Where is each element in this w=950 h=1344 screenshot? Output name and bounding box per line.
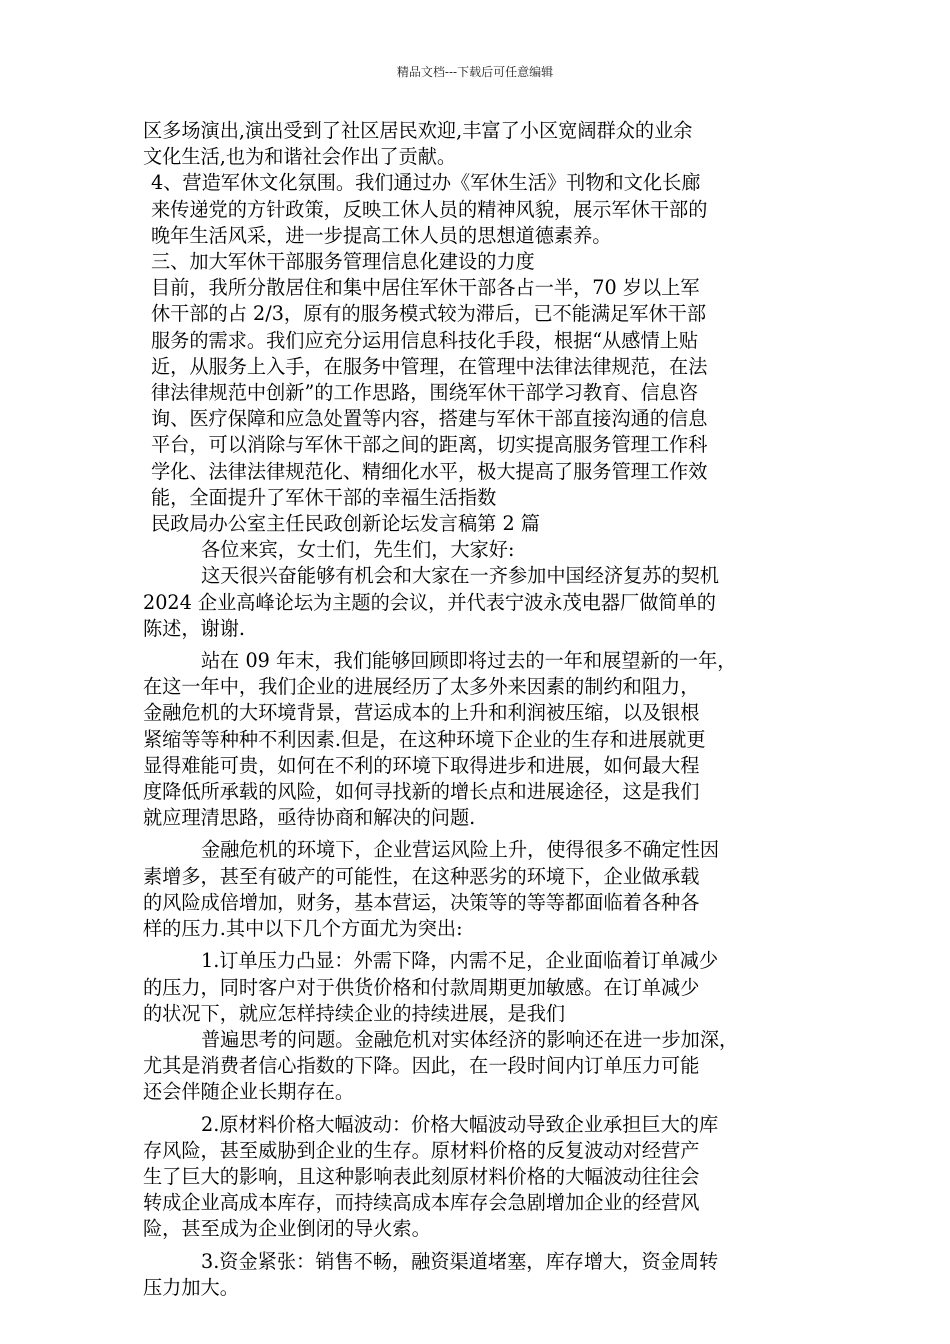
paragraph-line: 各位来宾，女士们，先生们，大家好: <box>201 538 515 562</box>
paragraph-line: 素增多，甚至有破产的可能性，在这种恶劣的环境下，企业做承载 <box>143 864 700 888</box>
paragraph-line: 生了巨大的影响，且这种影响表此刻原材料价格的大幅波动往往会 <box>143 1164 700 1188</box>
paragraph-line: 2.原材料价格大幅波动：价格大幅波动导致企业承担巨大的库 <box>201 1112 719 1136</box>
paragraph-line: 显得难能可贵，如何在不利的环境下取得进步和进展，如何最大程 <box>143 753 700 777</box>
paragraph-line: 2024 企业高峰论坛为主题的会议，并代表宁波永茂电器厂做简单的 <box>143 590 716 614</box>
paragraph-line: 普遍思考的问题。金融危机对实体经济的影响还在进一步加深， <box>201 1027 739 1051</box>
paragraph-line: 1.订单压力凸显：外需下降，内需不足，企业面临着订单减少 <box>201 949 719 973</box>
paragraph-line: 目前，我所分散居住和集中居住军休干部各占一半，70 岁以上军 <box>151 276 700 300</box>
paragraph-line: 民政局办公室主任民政创新论坛发言稿第 2 篇 <box>151 512 540 536</box>
paragraph-line: 险，甚至成为企业倒闭的导火索。 <box>143 1217 431 1241</box>
paragraph-line: 陈述，谢谢. <box>143 616 246 640</box>
paragraph-line: 的风险成倍增加，财务，基本营运，决策等的等等都面临着各种各 <box>143 890 700 914</box>
paragraph-line: 的状况下，就应怎样持续企业的持续进展，是我们 <box>143 1001 566 1025</box>
document-body <box>143 118 811 1301</box>
paragraph-line: 休干部的占 2/3，原有的服务模式较为滞后，已不能满足军休干部 <box>151 302 707 326</box>
paragraph-line: 尤其是消费者信心指数的下降。因此，在一段时间内订单压力可能 <box>143 1054 700 1078</box>
paragraph-line: 样的压力.其中以下几个方面尤为突出: <box>143 917 463 941</box>
paragraph-line: 能，全面提升了军休干部的幸福生活指数 <box>151 485 497 509</box>
paragraph-line: 晚年生活风采，进一步提高工休人员的思想道德素养。 <box>151 223 612 247</box>
paragraph-line: 这天很兴奋能够有机会和大家在一齐参加中国经济复苏的契机 <box>201 564 720 588</box>
paragraph-line: 在这一年中，我们企业的进展经历了太多外来因素的制约和阻力， <box>143 675 700 699</box>
paragraph-line: 压力加大。 <box>143 1275 239 1299</box>
paragraph-line: 紧缩等等种种不利因素.但是，在这种环境下企业的生存和进展就更 <box>143 727 706 751</box>
paragraph-line: 的压力，同时客户对于供货价格和付款周期更加敏感。在订单减少 <box>143 975 700 999</box>
paragraph-line: 来传递党的方针政策，反映工休人员的精神风貌，展示军休干部的 <box>151 197 708 221</box>
paragraph-line: 金融危机的环境下，企业营运风险上升，使得很多不确定性因 <box>201 838 720 862</box>
paragraph-line: 律法律规范中创新”的工作思路，围绕军休干部学习教育、信息咨 <box>151 381 699 405</box>
paragraph-line: 三、加大军休干部服务管理信息化建设的力度 <box>151 250 535 274</box>
paragraph-line: 服务的需求。我们应充分运用信息科技化手段，根据“从感情上贴 <box>151 328 699 352</box>
paragraph-line: 学化、法律法律规范化、精细化水平，极大提高了服务管理工作效 <box>151 459 708 483</box>
paragraph-line: 存风险，甚至威胁到企业的生存。原材料价格的反复波动对经营产 <box>143 1138 700 1162</box>
page-header: 精品文档---下载后可任意编辑 <box>396 65 554 79</box>
paragraph-line: 站在 09 年末，我们能够回顾即将过去的一年和展望新的一年， <box>201 649 737 673</box>
paragraph-line: 近，从服务上入手，在服务中管理，在管理中法律法律规范，在法 <box>151 354 708 378</box>
paragraph-line: 3.资金紧张：销售不畅，融资渠道堵塞，库存增大，资金周转 <box>201 1249 719 1273</box>
paragraph-line: 文化生活,也为和谐社会作出了贡献。 <box>143 145 457 169</box>
paragraph-line: 平台，可以消除与军休干部之间的距离，切实提高服务管理工作科 <box>151 433 708 457</box>
paragraph-line: 询、医疗保障和应急处置等内容，搭建与军休干部直接沟通的信息 <box>151 407 708 431</box>
paragraph-line: 度降低所承载的风险，如何寻找新的增长点和进展途径，这是我们 <box>143 780 700 804</box>
paragraph-line: 还会伴随企业长期存在。 <box>143 1080 355 1104</box>
paragraph-line: 区多场演出,演出受到了社区居民欢迎,丰富了小区宽阔群众的业余 <box>143 119 693 142</box>
paragraph-line: 金融危机的大环境背景，营运成本的上升和利润被压缩，以及银根 <box>143 701 700 725</box>
paragraph-line: 转成企业高成本库存，而持续高成本库存会急剧增加企业的经营风 <box>143 1191 700 1215</box>
paragraph-line: 就应理清思路，亟待协商和解决的问题. <box>143 806 476 830</box>
paragraph-line: 4、营造军休文化氛围。我们通过办《军休生活》刊物和文化长廊 <box>151 171 701 195</box>
